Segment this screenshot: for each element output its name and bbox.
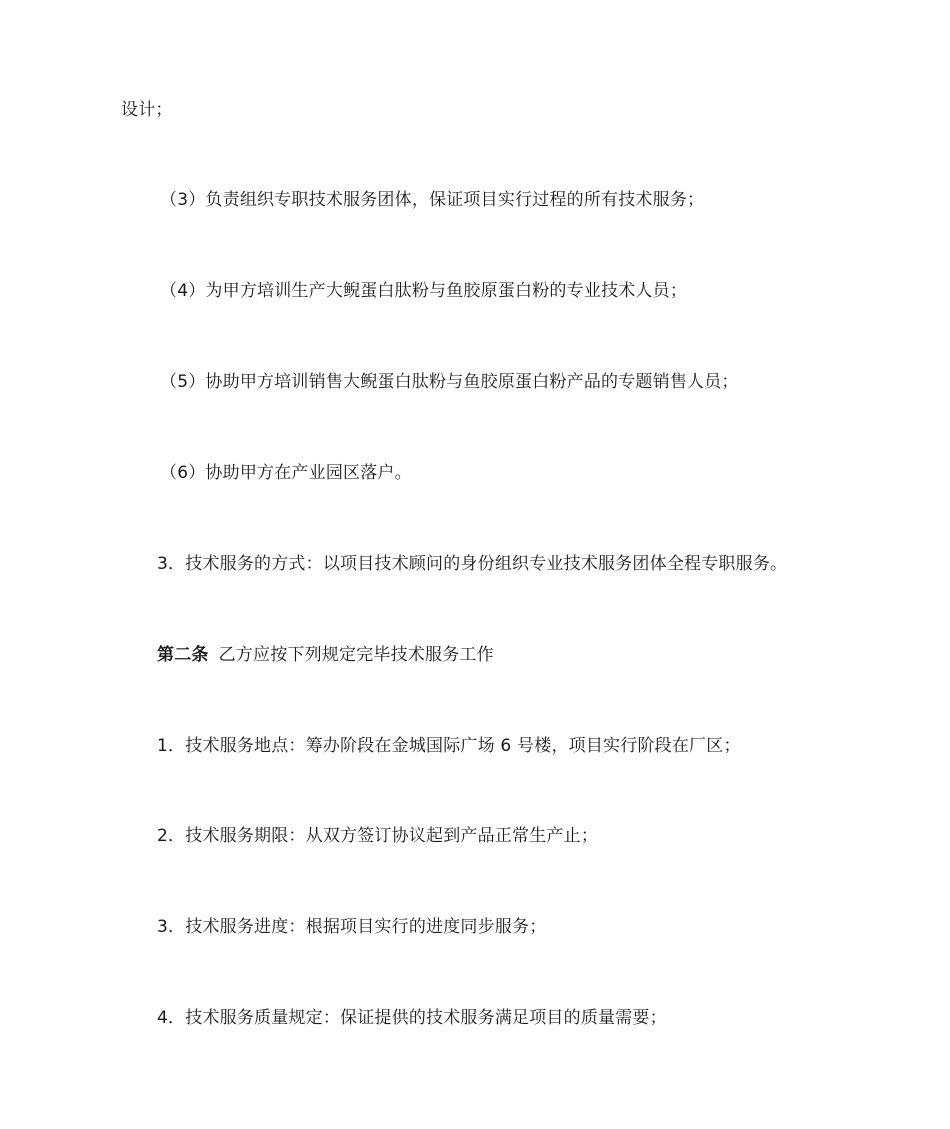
article-title: 乙方应按下列规定完毕技术服务工作 (218, 645, 494, 665)
text-line-design: 设计； (121, 100, 173, 120)
text-line-item-3: （3）负责组织专职技术服务团体，保证项目实行过程的所有技术服务； (160, 190, 705, 210)
text-line-item-6: （6）协助甲方在产业园区落户。 (160, 463, 412, 483)
article-heading (157, 644, 494, 666)
text-line-item-5: （5）协助甲方培训销售大鲵蛋白肽粉与鱼胶原蛋白粉产品的专题销售人员； (160, 372, 739, 392)
list-item-progress: 3．技术服务进度：根据项目实行的进度同步服务； (157, 917, 547, 937)
list-item-location: 1．技术服务地点：筹办阶段在金城国际广场 6 号楼，项目实行阶段在厂区； (157, 736, 741, 756)
article-number: 第二条 (157, 645, 209, 665)
text-line-service-method: 3．技术服务的方式：以项目技术顾问的身份组织专业技术服务团体全程专职服务。 (157, 554, 788, 574)
list-item-quality: 4．技术服务质量规定：保证提供的技术服务满足项目的质量需要； (157, 1008, 667, 1028)
list-item-period: 2．技术服务期限：从双方签订协议起到产品正常生产止； (157, 826, 599, 846)
text-line-item-4: （4）为甲方培训生产大鲵蛋白肽粉与鱼胶原蛋白粉的专业技术人员； (160, 281, 688, 301)
